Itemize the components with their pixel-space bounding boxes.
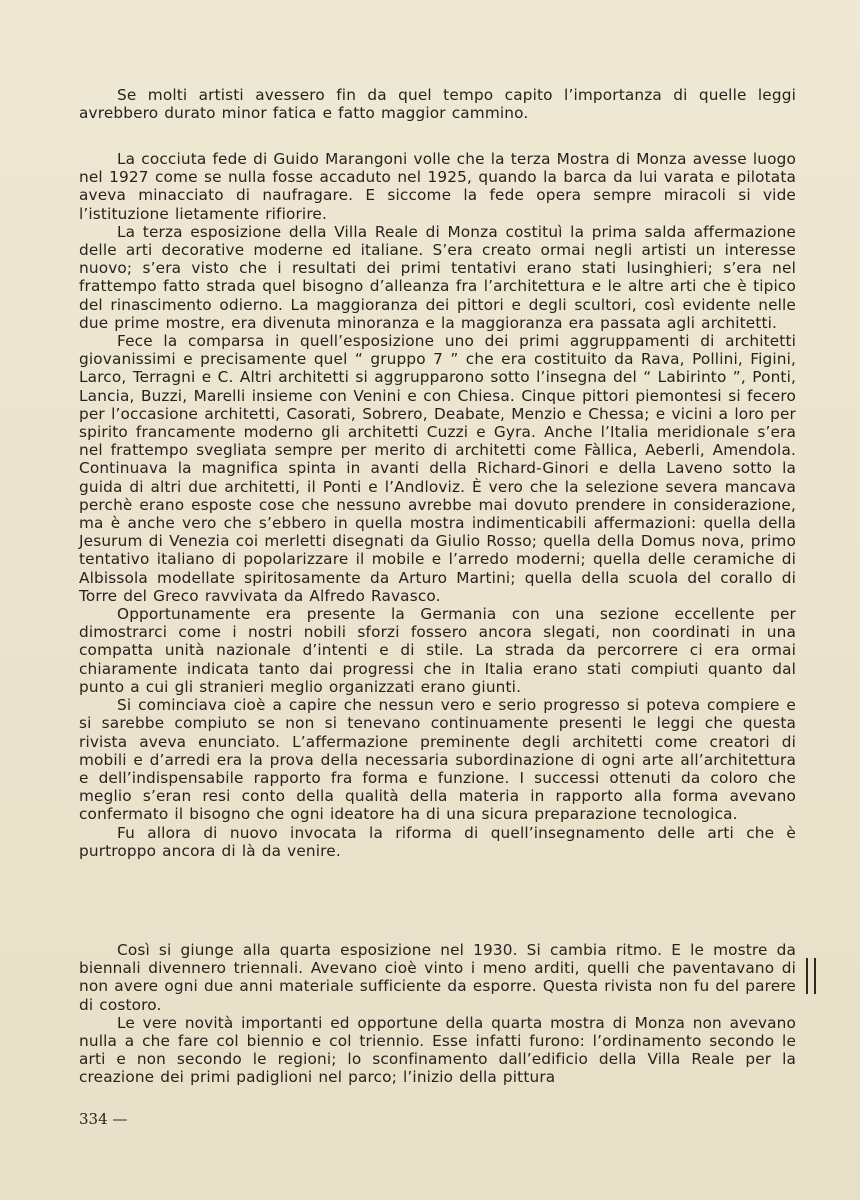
paragraph: Le vere novità importanti ed opportune della quarta mostra di Monza non avevano nulla a che fare col biennio e col triennio. Esse infatti furono: l’ordinamento secondo le arti e non secondo le regioni; lo sconfinamento dall’edificio della Villa Reale per la creazione dei primi padiglioni nel parco; l’inizio della pittura xyxy=(79,1013,796,1087)
paragraph: Fu allora di nuovo invocata la riforma di quell’insegnamento delle arti che è purtroppo ancora di là da venire. xyxy=(79,823,796,860)
paragraph: Fece la comparsa in quell’esposizione uno dei primi aggruppamenti di architetti giovanissimi e precisamente quel “ gruppo 7 ” che era costituito da Rava, Pollini, Figini, Larco, Terragni e C. Altri architetti si aggrupparono sotto l’insegna del “ Labirinto ”, Ponti, Lancia, Buzzi, Marelli insieme con Venini e con Chiesa. Cinque pittori piemontesi si fecero per l’occasione architetti, Casorati, Sobrero, Deabate, Menzio e Chessa; e vicini a loro per spirito francamente moderno gli architetti Cuzzi e Gyra. Anche l’Italia meridionale s’era nel frattempo svegliata sempre per merito di architetti come Fàllica, Aeberli, Amendola. Continuava la magnifica spinta in avanti della Richard-Ginori e della Laveno sotto la guida di altri due architetti, il Ponti e l’Andloviz. È vero che la selezione severa mancava perchè erano esposte cose che nessuno avrebbe mai dovuto prendere in considerazione, ma è anche vero che s’ebbero in quella mostra indimenticabili affermazioni: quella della Jesurum di Venezia coi merletti disegnati da Giulio Rosso; quella della Domus nova, primo tentativo italiano di popolarizzare il mobile e l’arredo moderni; quella delle ceramiche di Albissola modellate spiritosamente da Arturo Martini; quella della scuola del corallo di Torre del Greco ravvivata da Alfredo Ravasco. xyxy=(79,332,796,605)
margin-bracket-mark xyxy=(806,958,816,994)
section-intro xyxy=(79,86,796,122)
paragraph: Opportunamente era presente la Germania con una sezione eccellente per dimostrarci come i nostri nobili sforzi fossero ancora slegati, non coordinati in una compatta unità nazionale d’intenti e di stile. La strada da percorrere ci era ormai chiaramente indicata tanto dai progressi che in Italia erano stati compiuti quanto dal punto a cui gli stranieri meglio organizzati erano giunti. xyxy=(79,605,796,696)
paragraph: La cocciuta fede di Guido Marangoni volle che la terza Mostra di Monza avesse luogo nel 1927 come se nulla fosse accaduto nel 1925, quando la barca da lui varata e pilotata aveva minacciato di naufragare. E siccome la fede opera sempre miracoli si vide l’istituzione lietamente rifiorire. xyxy=(79,150,796,223)
paragraph: Se molti artisti avessero fin da quel tempo capito l’importanza di quelle leggi avrebbero durato minor fatica e fatto maggior cammino. xyxy=(79,86,796,123)
page-number: 334 — xyxy=(79,1110,128,1128)
paragraph: Così si giunge alla quarta esposizione nel 1930. Si cambia ritmo. E le mostre da biennali divennero triennali. Avevano cioè vinto i meno arditi, quelli che paventavano di non avere ogni due anni materiale sufficiente da esporre. Questa rivista non fu del parere di costoro. xyxy=(79,941,796,1014)
paragraph: Si cominciava cioè a capire che nessun vero e serio progresso si poteva compiere e si sarebbe compiuto se non si tenevano continuamente presenti le leggi che questa rivista aveva enunciato. L’affermazione preminente degli architetti come creatori di mobili e d’arredi era la prova della necessaria subordinazione di ogni arte all’architettura e dell’indispensabile rapporto fra forma e funzione. I successi ottenuti da coloro che meglio s’eran resi conto della qualità della materia in rapporto alla forma avevano confermato il bisogno che ogni ideatore ha di una sicura preparazione tecnologica. xyxy=(79,696,796,824)
section-third-exhibition xyxy=(79,150,796,860)
paragraph: La terza esposizione della Villa Reale di Monza costituì la prima salda affermazione delle arti decorative moderne ed italiane. S’era creato ormai negli artisti un interesse nuovo; s’era visto che i resultati dei primi tentativi erano stati lusinghieri; s’era nel frattempo fatto strada quel bisogno d’alleanza fra l’architettura e le altre arti che è tipico del rinascimento odierno. La maggioranza dei pittori e degli scultori, così evidente nelle due prime mostre, era divenuta minoranza e la maggioranza era passata agli architetti. xyxy=(79,222,796,332)
section-fourth-exhibition xyxy=(79,941,796,1087)
